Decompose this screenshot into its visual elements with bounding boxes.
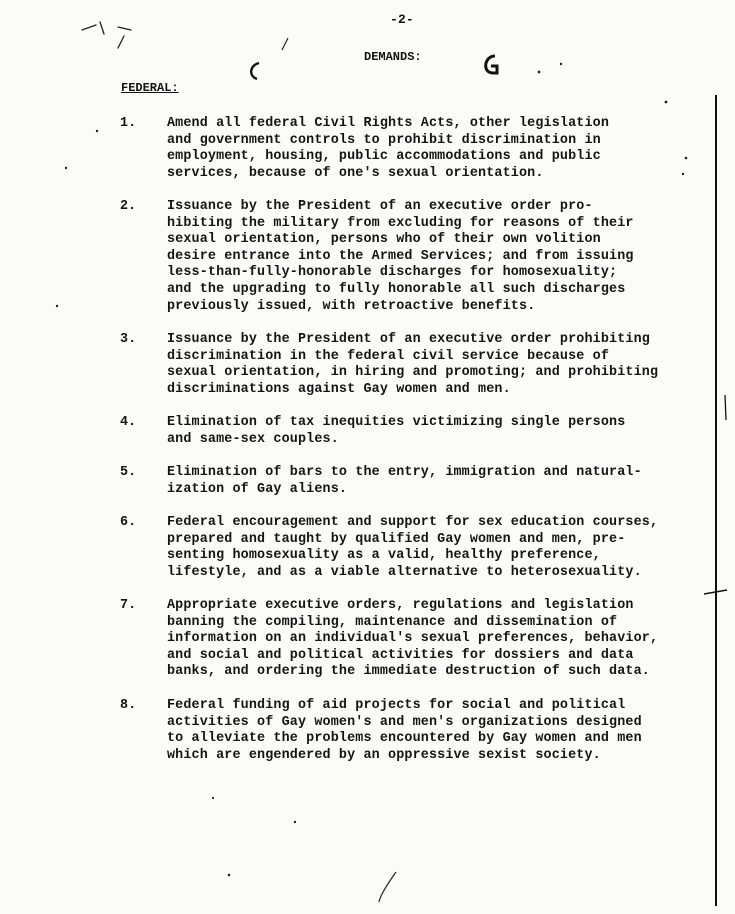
demand-text: Issuance by the President of an executive order pro- hibiting the military from excluding for reasons of their sexual orientation, persons who of their own volition desire entrance into the Armed Services; and from issuing less-than-fully-honorable discharges for homosexuality; and the upgrading to fully honorable all such discharges previously issued, with retroactive benefits. [167,199,634,314]
demand-number: 2. [120,199,137,214]
scan-speck [228,874,231,877]
demand-number: 1. [120,116,137,131]
demand-text: Federal encouragement and support for sex education courses, prepared and taught by qualified Gay women and men, pre- senting homosexuality as a valid, healthy preference, lifestyle, and as a viable alternative to heterosexuality. [167,515,659,580]
scan-speck [294,821,296,823]
demand-text: Issuance by the President of an executive order prohibiting discrimination in the federal civil service because of sexual orientation, in hiring and promoting; and prohibiting discriminations against Gay women and men. [167,332,659,397]
demand-number: 4. [120,415,137,430]
demand-text: Federal funding of aid projects for social and political activities of Gay women's and men's organizations designed to alleviate the problems encountered by Gay women and men which are engendered by an oppressive sexist society. [167,698,642,763]
demand-number: 8. [120,698,137,713]
scan-speck [65,167,67,169]
bracket-mark-right [486,56,497,73]
pen-tick-top [282,38,288,50]
page-number: -2- [390,12,414,27]
demand-text: Elimination of bars to the entry, immigration and natural- ization of Gay aliens. [167,465,642,497]
pen-scribble-top-left [82,22,131,48]
scan-speck [665,101,668,104]
margin-dash-mark [704,590,727,594]
pen-stroke-bottom [379,872,396,902]
scan-speck [212,797,214,799]
demand-number: 7. [120,598,137,613]
scan-speck [96,130,98,132]
scan-speck [56,305,58,307]
scan-speck [560,63,562,65]
document-title: DEMANDS: [364,50,422,64]
bracket-mark-left [251,63,259,79]
demand-text: Appropriate executive orders, regulations and legislation banning the compiling, maintenance and dissemination of information on an individual's sexual preferences, behavior, and social and political activities for dossiers and data banks, and ordering the immediate destruction of such data. [167,598,659,680]
margin-mark [725,395,726,420]
demand-text: Amend all federal Civil Rights Acts, other legislation and government controls to prohibit discrimination in employment, housing, public accommodations and public services, because of one's sexual orientation. [167,116,610,181]
demand-text: Elimination of tax inequities victimizing single persons and same-sex couples. [167,415,626,447]
demand-number: 3. [120,332,137,347]
scan-speck [538,71,541,74]
demand-number: 6. [120,515,137,530]
section-heading: FEDERAL: [121,81,179,95]
demand-number: 5. [120,465,137,480]
